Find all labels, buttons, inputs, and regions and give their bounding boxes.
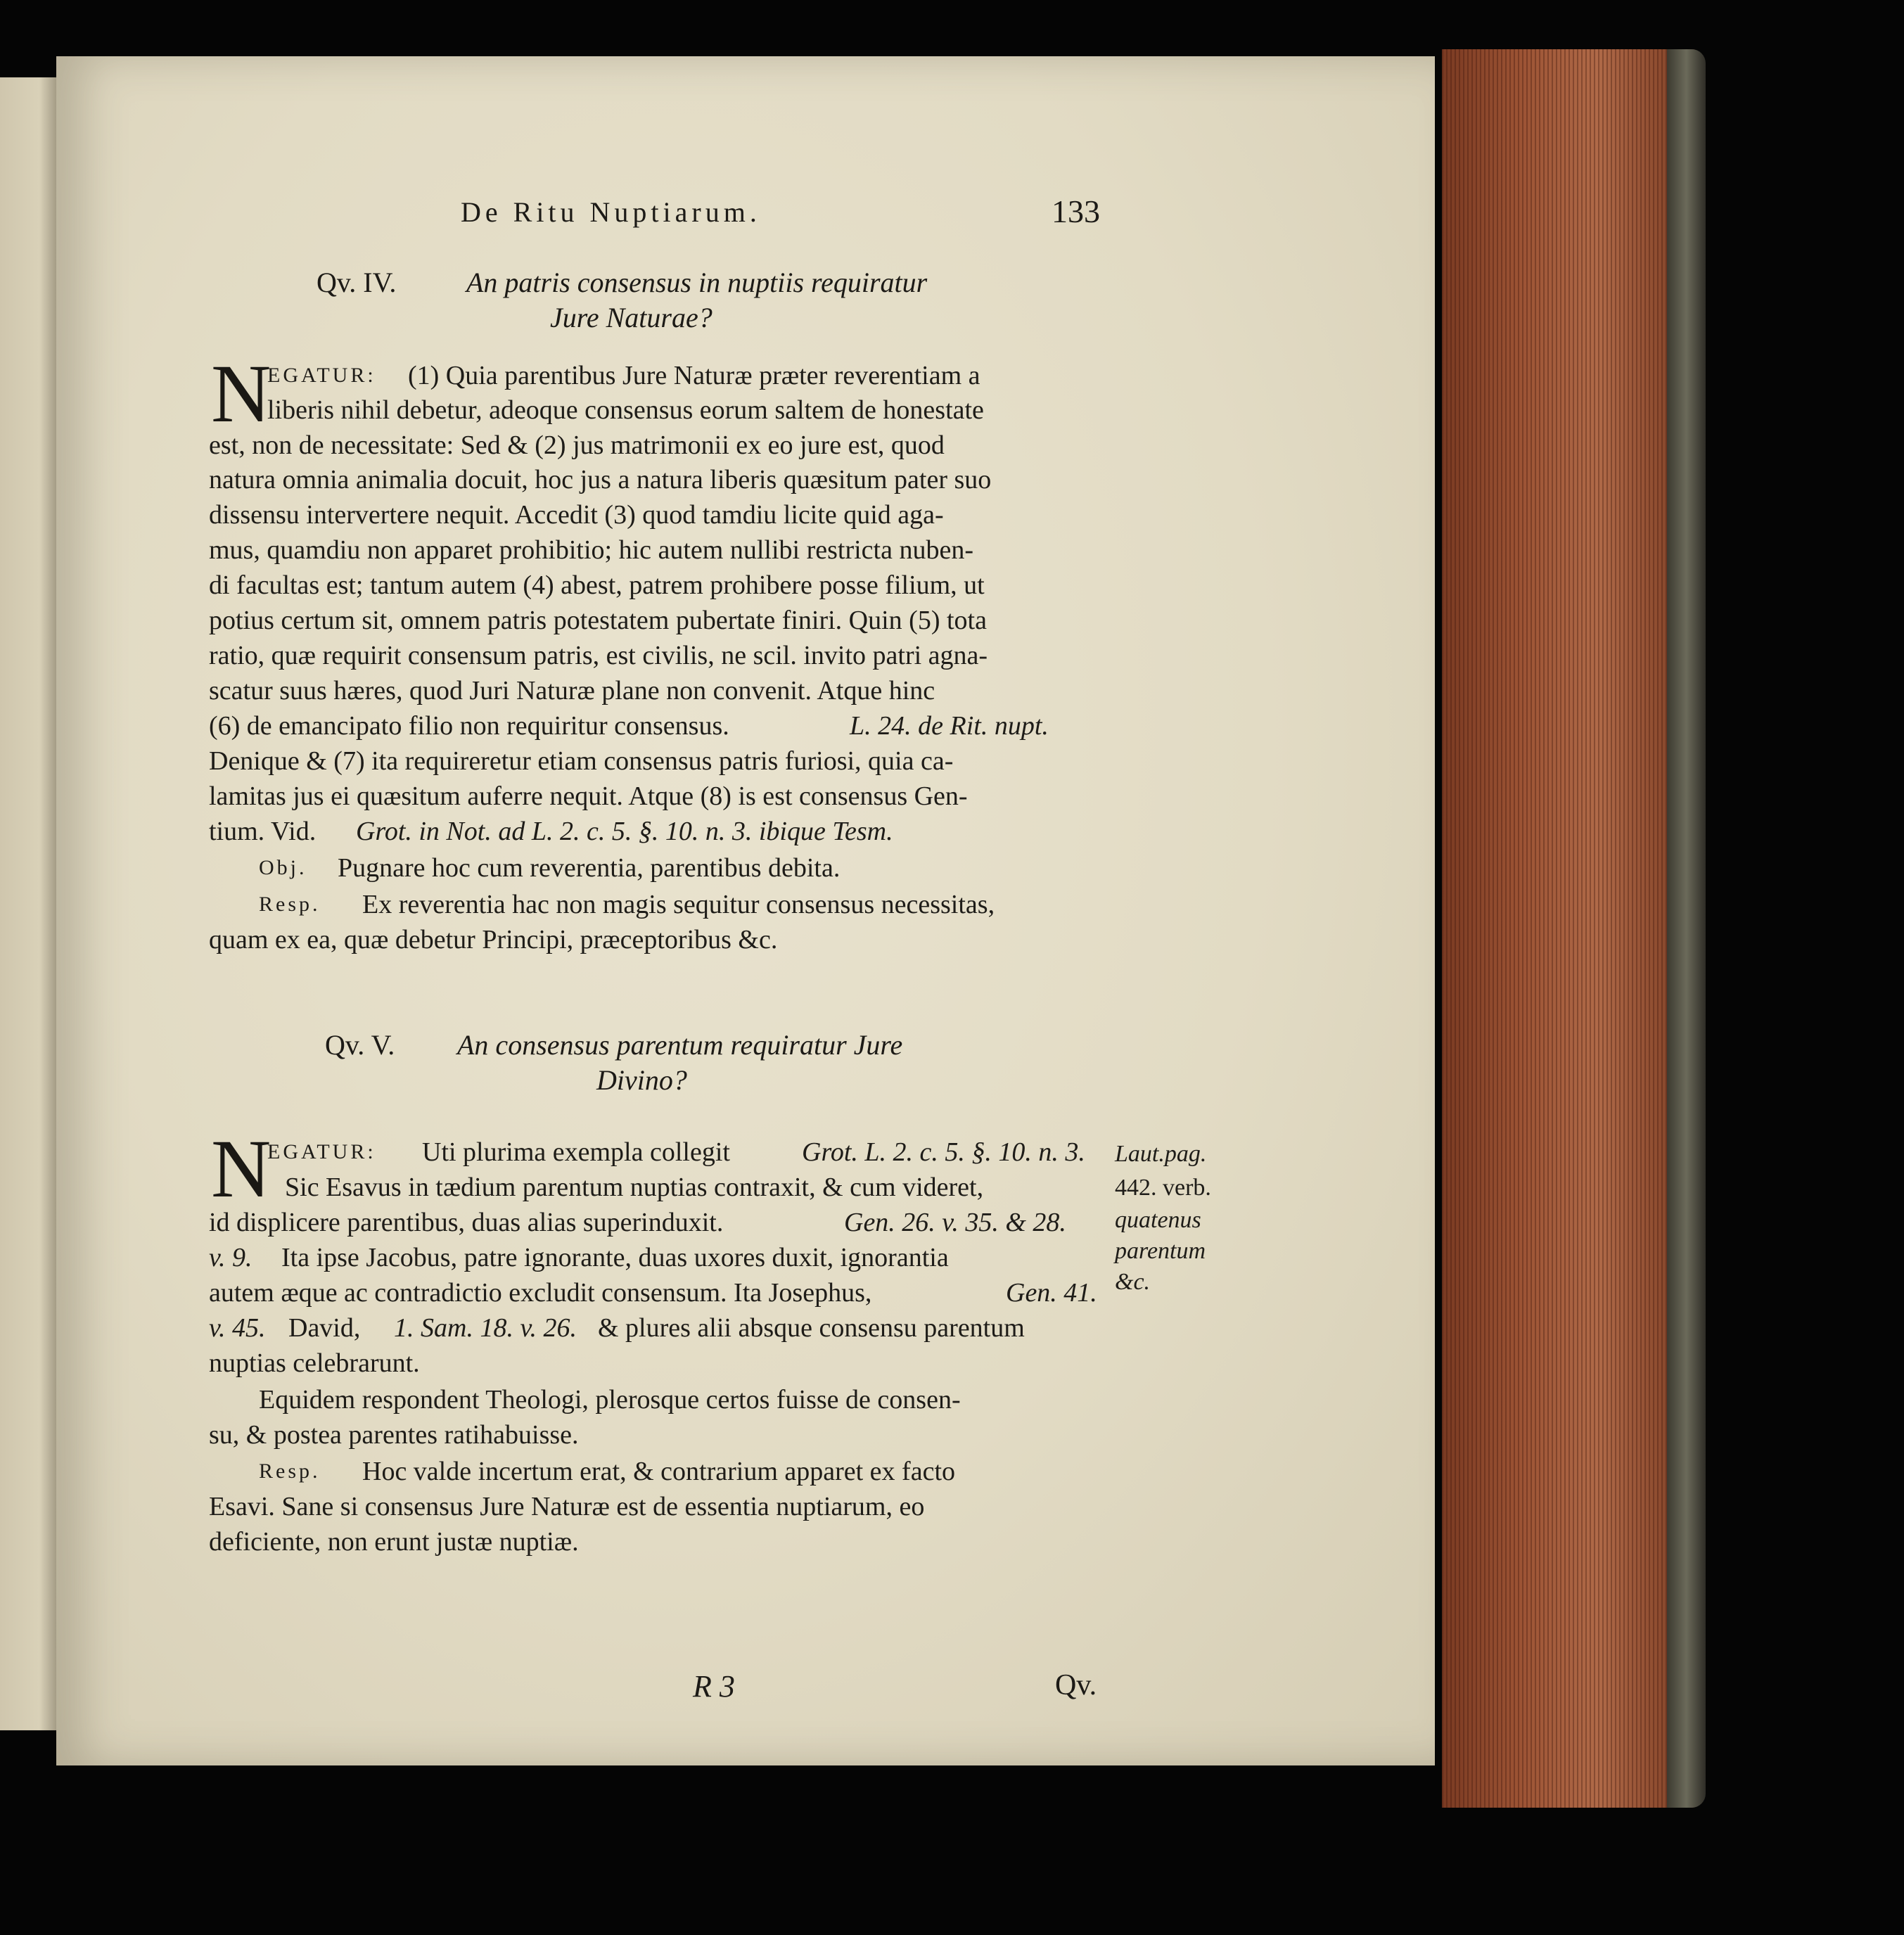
q4-line-5: dissensu intervertere nequit. Accedit (3) quod tamdiu licite quid aga-	[209, 500, 944, 530]
q5-response-label: Resp.	[259, 1460, 321, 1483]
q4-line-1: (1) Quia parentibus Jure Naturæ præter reverentiam a	[408, 361, 980, 390]
q4-line-10: scatur suus hæres, quod Juri Naturæ plane non convenit. Atque hinc	[209, 676, 935, 705]
q4-title-line1: An patris consensus in nuptiis requiratur	[466, 267, 928, 298]
running-title: De Ritu Nuptiarum.	[461, 196, 761, 228]
q4-line-14-citation: Grot. in Not. ad L. 2. c. 5. §. 10. n. 3. ibique Tesm.	[356, 817, 893, 846]
q4-first-word: EGATUR:	[267, 364, 376, 387]
q4-objection-label: Obj.	[259, 856, 307, 879]
q4-line-11-citation: L. 24. de Rit. nupt.	[850, 711, 1049, 741]
q4-label: Qv. IV.	[317, 267, 397, 298]
q5-response-line-3: deficiente, non erunt justæ nuptiæ.	[209, 1527, 579, 1557]
q4-line-6: mus, quamdiu non apparet prohibitio; hic autem nullibi restricta nuben-	[209, 535, 973, 565]
q5-line-6-citation-b: 1. Sam. 18. v. 26.	[394, 1313, 577, 1343]
q4-line-14: tium. Vid.	[209, 817, 317, 846]
book-fore-edge	[1442, 49, 1702, 1808]
q5-response-line-2: Esavi. Sane si consensus Jure Naturæ est de essentia nuptiarum, eo	[209, 1492, 925, 1521]
q5-line-5: autem æque ac contradictio excludit consensum. Ita Josephus,	[209, 1278, 872, 1308]
q5-first-word: EGATUR:	[267, 1140, 376, 1163]
q5-line-1: Uti plurima exempla collegit	[422, 1137, 730, 1167]
margin-note-line-2: 442. verb.	[1115, 1175, 1211, 1201]
q4-line-11: (6) de emancipato filio non requiritur consensus.	[209, 711, 729, 741]
q4-title-line2: Jure Naturae?	[550, 302, 713, 333]
q5-response-line-1: Hoc valde incertum erat, & contrarium apparet ex facto	[362, 1457, 955, 1486]
q5-line-6-citation-a: v. 45.	[209, 1313, 266, 1343]
q5-line-4-citation: v. 9.	[209, 1243, 253, 1272]
q4-dropcap: N	[211, 347, 271, 440]
q5-line-6-text-a: David,	[288, 1313, 361, 1343]
q5-label: Qv. V.	[325, 1029, 395, 1061]
book-cover-edge	[1667, 49, 1706, 1808]
page-number: 133	[1052, 193, 1100, 229]
q5-title-line1: An consensus parentum requiratur Jure	[457, 1029, 903, 1061]
margin-note-line-5: &c.	[1115, 1269, 1151, 1295]
q5-line-2: Sic Esavus in tædium parentum nuptias contraxit, & cum videret,	[285, 1173, 984, 1202]
q4-line-8: potius certum sit, omnem patris potestatem pubertate finiri. Quin (5) tota	[209, 606, 987, 635]
q5-dropcap: N	[211, 1123, 271, 1215]
q4-line-13: lamitas jus ei quæsitum auferre nequit. Atque (8) is est consensus Gen-	[209, 781, 968, 811]
q5-line-4: Ita ipse Jacobus, patre ignorante, duas uxores duxit, ignorantia	[281, 1243, 949, 1272]
q5-para2-line-2: su, & postea parentes ratihabuisse.	[209, 1420, 579, 1450]
margin-note-line-3: quatenus	[1115, 1207, 1201, 1233]
q4-line-2: liberis nihil debetur, adeoque consensus eorum saltem de honestate	[267, 395, 984, 425]
q5-line-3-citation: Gen. 26. v. 35. & 28.	[844, 1208, 1066, 1237]
q4-objection-text: Pugnare hoc cum reverentia, parentibus debita.	[338, 853, 841, 883]
q4-response-line-2: quam ex ea, quæ debetur Principi, præceptoribus &c.	[209, 925, 778, 954]
q4-response-label: Resp.	[259, 893, 321, 916]
q4-line-9: ratio, quæ requirit consensum patris, est civilis, ne scil. invito patri agna-	[209, 641, 988, 670]
q5-line-3: id displicere parentibus, duas alias superinduxit.	[209, 1208, 724, 1237]
left-page-edge	[0, 77, 56, 1730]
q4-line-12: Denique & (7) ita requireretur etiam consensus patris furiosi, quia ca-	[209, 746, 954, 776]
q4-response-line-1: Ex reverentia hac non magis sequitur consensus necessitas,	[362, 890, 995, 919]
q4-line-3: est, non de necessitate: Sed & (2) jus matrimonii ex eo jure est, quod	[209, 430, 945, 460]
catchword: Qv.	[1055, 1669, 1097, 1701]
q5-line-6-text-b: & plures alii absque consensu parentum	[598, 1313, 1025, 1343]
margin-note-line-1: Laut.pag.	[1115, 1141, 1207, 1167]
q4-line-4: natura omnia animalia docuit, hoc jus a natura liberis quæsitum pater suo	[209, 465, 992, 494]
signature-mark: R 3	[693, 1669, 735, 1704]
q4-line-7: di facultas est; tantum autem (4) abest, patrem prohibere posse filium, ut	[209, 570, 985, 600]
q5-para2-line-1: Equidem respondent Theologi, plerosque certos fuisse de consen-	[259, 1385, 961, 1414]
q5-line-1-citation: Grot. L. 2. c. 5. §. 10. n. 3.	[802, 1137, 1085, 1167]
q5-line-5-citation: Gen. 41.	[1006, 1278, 1097, 1308]
margin-note-line-4: parentum	[1115, 1238, 1206, 1264]
q5-title-line2: Divino?	[596, 1064, 687, 1096]
q5-line-7: nuptias celebrarunt.	[209, 1348, 420, 1378]
